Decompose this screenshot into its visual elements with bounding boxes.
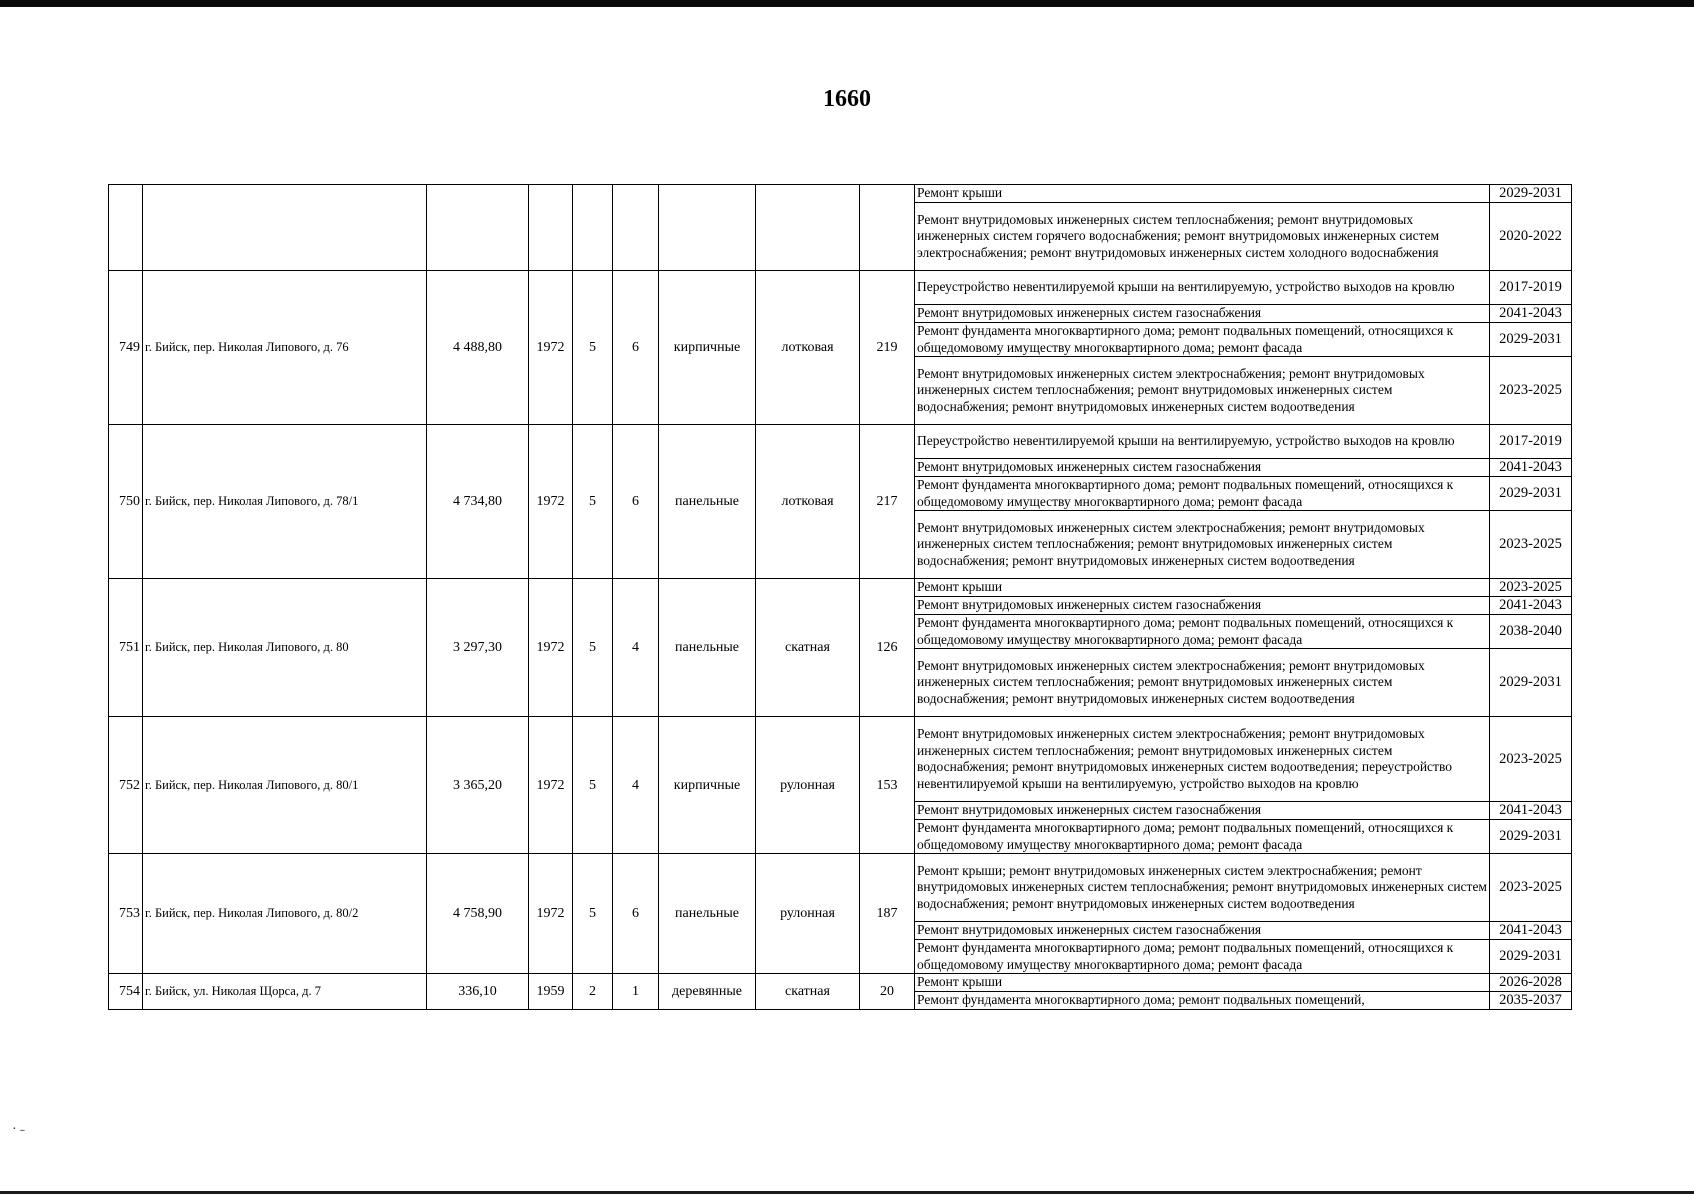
house-address: г. Бийск, пер. Николая Липового, д. 80/1 bbox=[143, 717, 427, 854]
residents-count: 126 bbox=[860, 579, 915, 717]
table-row bbox=[109, 717, 1572, 802]
continuation-blank-cell bbox=[573, 185, 613, 271]
work-description: Ремонт внутридомовых инженерных систем электроснабжения; ремонт внутридомовых инженерных систем теплоснабжения; ремонт внутридомовых инженерных систем водоснабжения; ремонт внутридомовых инженерных систем водоотведения bbox=[915, 357, 1490, 425]
entrances-count: 4 bbox=[613, 717, 659, 854]
scan-top-border bbox=[0, 0, 1694, 7]
continuation-blank-cell bbox=[529, 185, 573, 271]
continuation-blank-cell bbox=[860, 185, 915, 271]
residents-count: 153 bbox=[860, 717, 915, 854]
housing-repair-table bbox=[108, 184, 1572, 1010]
work-years: 2029-2031 bbox=[1490, 477, 1572, 511]
house-address: г. Бийск, пер. Николая Липового, д. 80 bbox=[143, 579, 427, 717]
work-description: Ремонт внутридомовых инженерных систем газоснабжения bbox=[915, 802, 1490, 820]
work-years: 2017-2019 bbox=[1490, 271, 1572, 305]
work-years: 2041-2043 bbox=[1490, 922, 1572, 940]
work-description: Ремонт крыши bbox=[915, 579, 1490, 597]
work-years: 2020-2022 bbox=[1490, 203, 1572, 271]
build-year: 1972 bbox=[529, 717, 573, 854]
table-row bbox=[109, 579, 1572, 597]
build-year: 1972 bbox=[529, 854, 573, 974]
work-years: 2029-2031 bbox=[1490, 649, 1572, 717]
work-years: 2029-2031 bbox=[1490, 940, 1572, 974]
work-years: 2041-2043 bbox=[1490, 802, 1572, 820]
work-description: Ремонт фундамента многоквартирного дома; ремонт подвальных помещений, относящихся к общедомовому имуществу многоквартирного дома; ремонт фасада bbox=[915, 615, 1490, 649]
house-number: 751 bbox=[109, 579, 143, 717]
residents-count: 219 bbox=[860, 271, 915, 425]
work-description: Ремонт внутридомовых инженерных систем газоснабжения bbox=[915, 597, 1490, 615]
work-description: Ремонт крыши; ремонт внутридомовых инженерных систем электроснабжения; ремонт внутридомовых инженерных систем теплоснабжения; ремонт внутридомовых инженерных систем водоснабжения; ремонт внутридомовых инженерных систем водоотведения bbox=[915, 854, 1490, 922]
build-year: 1959 bbox=[529, 974, 573, 1010]
residents-count: 217 bbox=[860, 425, 915, 579]
house-address: г. Бийск, пер. Николая Липового, д. 78/1 bbox=[143, 425, 427, 579]
table-row bbox=[109, 974, 1572, 992]
house-address: г. Бийск, ул. Николая Щорса, д. 7 bbox=[143, 974, 427, 1010]
work-years: 2038-2040 bbox=[1490, 615, 1572, 649]
table-row bbox=[109, 185, 1572, 203]
house-number: 750 bbox=[109, 425, 143, 579]
table-row bbox=[109, 271, 1572, 305]
floors-count: 5 bbox=[573, 271, 613, 425]
work-description: Ремонт крыши bbox=[915, 974, 1490, 992]
work-description: Переустройство невентилируемой крыши на вентилируемую, устройство выходов на кровлю bbox=[915, 271, 1490, 305]
scan-bottom-border bbox=[0, 1191, 1694, 1194]
work-years: 2041-2043 bbox=[1490, 597, 1572, 615]
work-years: 2023-2025 bbox=[1490, 854, 1572, 922]
work-years: 2017-2019 bbox=[1490, 425, 1572, 459]
build-year: 1972 bbox=[529, 579, 573, 717]
residents-count: 20 bbox=[860, 974, 915, 1010]
wall-material: панельные bbox=[659, 425, 756, 579]
wall-material: деревянные bbox=[659, 974, 756, 1010]
work-description: Ремонт крыши bbox=[915, 185, 1490, 203]
continuation-blank-cell bbox=[143, 185, 427, 271]
house-area: 3 297,30 bbox=[427, 579, 529, 717]
house-address: г. Бийск, пер. Николая Липового, д. 76 bbox=[143, 271, 427, 425]
roof-type: лотковая bbox=[756, 271, 860, 425]
wall-material: кирпичные bbox=[659, 271, 756, 425]
work-years: 2029-2031 bbox=[1490, 323, 1572, 357]
entrances-count: 6 bbox=[613, 854, 659, 974]
page-number: 1660 bbox=[823, 86, 871, 112]
work-description: Ремонт внутридомовых инженерных систем электроснабжения; ремонт внутридомовых инженерных систем теплоснабжения; ремонт внутридомовых инженерных систем водоснабжения; ремонт внутридомовых инженерных систем водоотведения; переустройство невентилируемой крыши на вентилируемую, устройство выходов на кровлю bbox=[915, 717, 1490, 802]
work-years: 2023-2025 bbox=[1490, 357, 1572, 425]
wall-material: панельные bbox=[659, 854, 756, 974]
work-description: Ремонт фундамента многоквартирного дома; ремонт подвальных помещений, относящихся к общедомовому имуществу многоквартирного дома; ремонт фасада bbox=[915, 820, 1490, 854]
work-description: Ремонт фундамента многоквартирного дома; ремонт подвальных помещений, относящихся к общедомовому имуществу многоквартирного дома; ремонт фасада bbox=[915, 477, 1490, 511]
house-area: 4 758,90 bbox=[427, 854, 529, 974]
house-number: 754 bbox=[109, 974, 143, 1010]
continuation-blank-cell bbox=[659, 185, 756, 271]
house-area: 336,10 bbox=[427, 974, 529, 1010]
build-year: 1972 bbox=[529, 425, 573, 579]
floors-count: 2 bbox=[573, 974, 613, 1010]
house-address: г. Бийск, пер. Николая Липового, д. 80/2 bbox=[143, 854, 427, 974]
roof-type: скатная bbox=[756, 579, 860, 717]
work-years: 2029-2031 bbox=[1490, 820, 1572, 854]
house-number: 753 bbox=[109, 854, 143, 974]
entrances-count: 1 bbox=[613, 974, 659, 1010]
work-years: 2029-2031 bbox=[1490, 185, 1572, 203]
house-number: 752 bbox=[109, 717, 143, 854]
roof-type: лотковая bbox=[756, 425, 860, 579]
wall-material: кирпичные bbox=[659, 717, 756, 854]
floors-count: 5 bbox=[573, 717, 613, 854]
work-description: Ремонт внутридомовых инженерных систем газоснабжения bbox=[915, 305, 1490, 323]
build-year: 1972 bbox=[529, 271, 573, 425]
wall-material: панельные bbox=[659, 579, 756, 717]
continuation-blank-cell bbox=[613, 185, 659, 271]
house-area: 4 734,80 bbox=[427, 425, 529, 579]
work-years: 2023-2025 bbox=[1490, 717, 1572, 802]
work-years: 2023-2025 bbox=[1490, 511, 1572, 579]
table-row bbox=[109, 854, 1572, 922]
work-description: Ремонт внутридомовых инженерных систем газоснабжения bbox=[915, 922, 1490, 940]
continuation-blank-cell bbox=[109, 185, 143, 271]
roof-type: рулонная bbox=[756, 854, 860, 974]
work-years: 2023-2025 bbox=[1490, 579, 1572, 597]
floors-count: 5 bbox=[573, 579, 613, 717]
work-description: Ремонт фундамента многоквартирного дома; ремонт подвальных помещений, относящихся к общедомовому имуществу многоквартирного дома; ремонт фасада bbox=[915, 940, 1490, 974]
work-description: Переустройство невентилируемой крыши на вентилируемую, устройство выходов на кровлю bbox=[915, 425, 1490, 459]
work-description: Ремонт внутридомовых инженерных систем теплоснабжения; ремонт внутридомовых инженерных систем горячего водоснабжения; ремонт внутридомовых инженерных систем электроснабжения; ремонт внутридомовых инженерных систем холодного водоснабжения bbox=[915, 203, 1490, 271]
work-years: 2035-2037 bbox=[1490, 992, 1572, 1010]
table-row bbox=[109, 425, 1572, 459]
house-area: 3 365,20 bbox=[427, 717, 529, 854]
roof-type: рулонная bbox=[756, 717, 860, 854]
continuation-blank-cell bbox=[427, 185, 529, 271]
work-description: Ремонт фундамента многоквартирного дома; ремонт подвальных помещений, bbox=[915, 992, 1490, 1010]
floors-count: 5 bbox=[573, 854, 613, 974]
floors-count: 5 bbox=[573, 425, 613, 579]
house-area: 4 488,80 bbox=[427, 271, 529, 425]
entrances-count: 6 bbox=[613, 271, 659, 425]
work-years: 2026-2028 bbox=[1490, 974, 1572, 992]
work-description: Ремонт фундамента многоквартирного дома; ремонт подвальных помещений, относящихся к общедомовому имуществу многоквартирного дома; ремонт фасада bbox=[915, 323, 1490, 357]
entrances-count: 4 bbox=[613, 579, 659, 717]
work-years: 2041-2043 bbox=[1490, 459, 1572, 477]
work-description: Ремонт внутридомовых инженерных систем газоснабжения bbox=[915, 459, 1490, 477]
continuation-blank-cell bbox=[756, 185, 860, 271]
roof-type: скатная bbox=[756, 974, 860, 1010]
house-number: 749 bbox=[109, 271, 143, 425]
work-years: 2041-2043 bbox=[1490, 305, 1572, 323]
work-description: Ремонт внутридомовых инженерных систем электроснабжения; ремонт внутридомовых инженерных систем теплоснабжения; ремонт внутридомовых инженерных систем водоснабжения; ремонт внутридомовых инженерных систем водоотведения bbox=[915, 511, 1490, 579]
work-description: Ремонт внутридомовых инженерных систем электроснабжения; ремонт внутридомовых инженерных систем теплоснабжения; ремонт внутридомовых инженерных систем водоснабжения; ремонт внутридомовых инженерных систем водоотведения bbox=[915, 649, 1490, 717]
residents-count: 187 bbox=[860, 854, 915, 974]
scan-specks: · ˗ bbox=[12, 1122, 25, 1137]
entrances-count: 6 bbox=[613, 425, 659, 579]
